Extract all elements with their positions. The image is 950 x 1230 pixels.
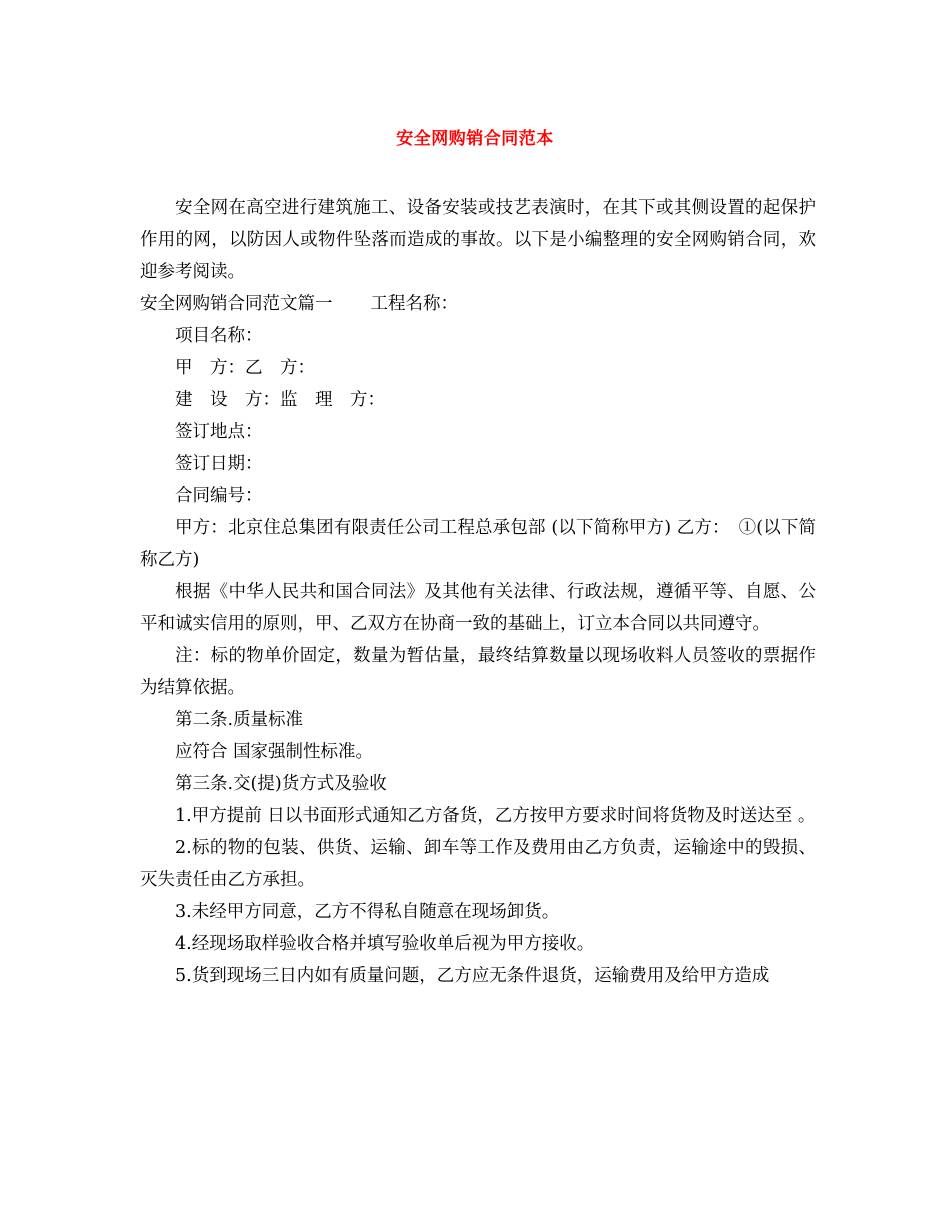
sign-date-field: 签订日期： — [175, 454, 263, 474]
intro-paragraph: 安全网在高空进行建筑施工、设备安装或技艺表演时，在其下或其侧设置的起保护作用的网，以防因人或物件坠落而造成的事故。以下是小编整理的安全网购销合同，欢迎参考阅读。 — [140, 198, 816, 282]
document-body — [140, 192, 816, 992]
article-3-item: 2.标的物的包装、供货、运输、卸车等工作及费用由乙方负责，运输途中的毁损、灭失责任由乙方承担。 — [140, 838, 816, 890]
article-3-item: 5.货到现场三日内如有质量问题，乙方应无条件退货，运输费用及给甲方造成 — [175, 966, 770, 986]
project-name-field: 项目名称： — [175, 326, 263, 346]
section-heading — [140, 288, 816, 320]
article-2-text: 应符合 国家强制性标准。 — [175, 742, 374, 762]
article-3-item: 1.甲方提前 日以书面形式通知乙方备货，乙方按甲方要求时间将货物及时送达至 。 — [175, 806, 816, 826]
document-title: 安全网购销合同范本 — [396, 129, 554, 149]
article-3-item: 3.未经甲方同意，乙方不得私自随意在现场卸货。 — [175, 902, 560, 922]
sign-place-field: 签订地点： — [175, 422, 263, 442]
note-paragraph: 注：标的物单价固定，数量为暂估量，最终结算数量以现场收料人员签收的票据作为结算依据。 — [140, 646, 816, 698]
basis-paragraph: 根据《中华人民共和国合同法》及其他有关法律、行政法规，遵循平等、自愿、公平和诚实信用的原则，甲、乙双方在协商一致的基础上，订立本合同以共同遵守。 — [140, 582, 816, 634]
parties-field: 甲 方：乙 方： — [175, 358, 315, 378]
article-3-item: 4.经现场取样验收合格并填写验收单后视为甲方接收。 — [175, 934, 595, 954]
article-2-title: 第二条.质量标准 — [175, 710, 304, 730]
contract-number-field: 合同编号： — [175, 486, 263, 506]
party-a-paragraph: 甲方：北京住总集团有限责任公司工程总承包部 (以下简称甲方) 乙方： ①(以下简称乙方) — [140, 518, 816, 570]
article-3-title: 第三条.交(提)货方式及验收 — [175, 774, 387, 794]
section-heading-title: 安全网购销合同范文篇一 — [140, 294, 333, 314]
engineering-name-label: 工程名称： — [370, 294, 458, 314]
builder-supervisor-field: 建 设 方：监 理 方： — [175, 390, 385, 410]
